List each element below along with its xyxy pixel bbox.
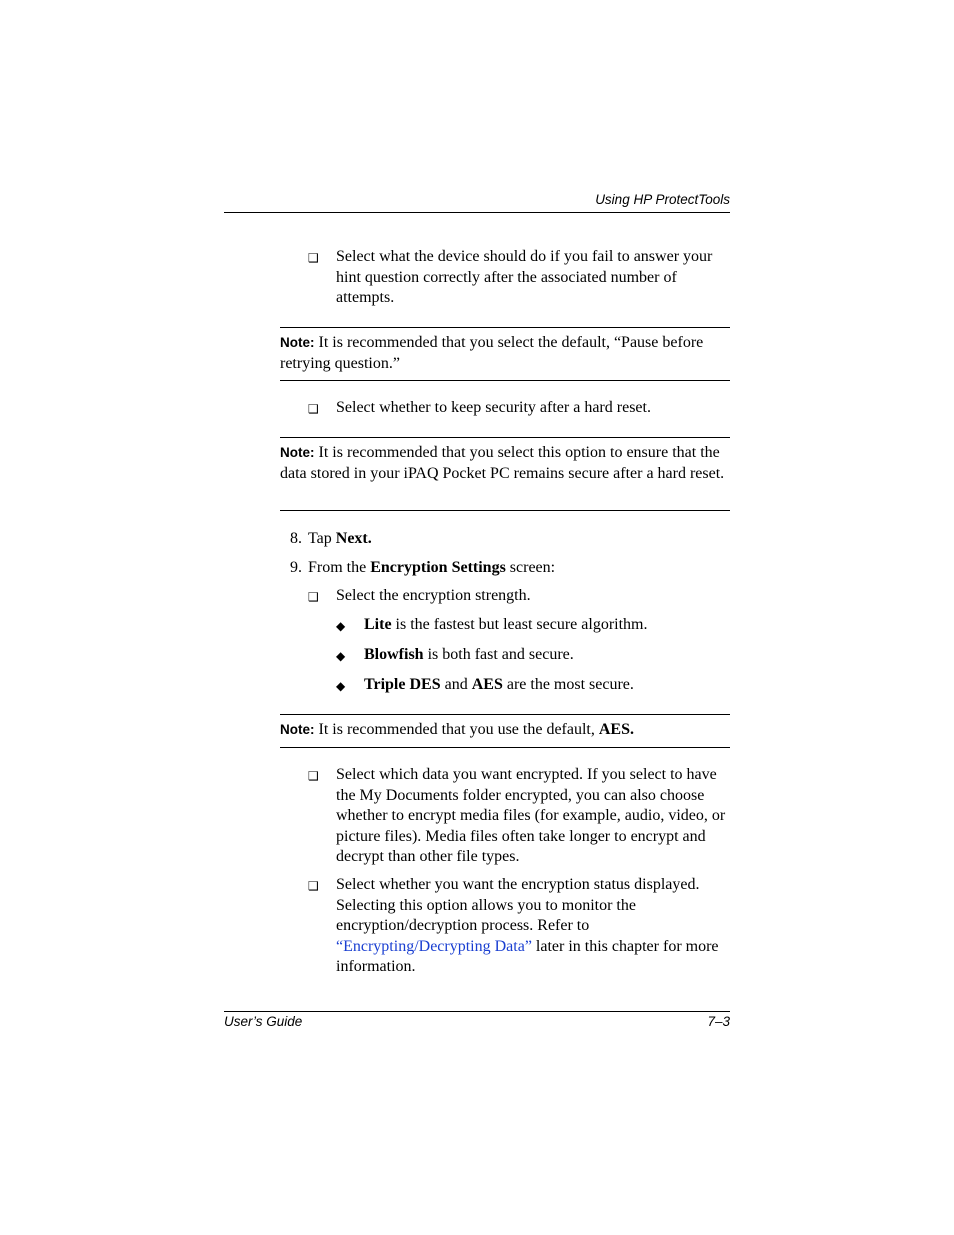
step-number: 8. bbox=[290, 530, 302, 547]
note-label: Note: bbox=[280, 722, 315, 737]
strength-lite: Lite is the fastest but least secure algorithm. bbox=[364, 616, 648, 633]
note-pause bbox=[280, 333, 730, 374]
checkbox-bullet-icon: ❑ bbox=[308, 879, 319, 893]
list-item: Select the encryption strength. bbox=[336, 587, 531, 604]
note-rule-bottom bbox=[280, 380, 730, 381]
list-item: Select whether to keep security after a hard reset. bbox=[336, 399, 651, 416]
note-label: Note: bbox=[280, 445, 315, 460]
list-item: Select which data you want encrypted. If you select to have the My Documents folder encrypted, you can also choose whether to encrypt media files (for example, audio, video, or picture files). Media files often take longer to encrypt and decrypt than other file types. bbox=[336, 766, 726, 865]
step-9: From the Encryption Settings screen: bbox=[308, 559, 556, 576]
checkbox-bullet-icon: ❑ bbox=[308, 251, 319, 265]
checkbox-bullet-icon: ❑ bbox=[308, 769, 319, 783]
checkbox-bullet-icon: ❑ bbox=[308, 590, 319, 604]
note-rule-top bbox=[280, 714, 730, 715]
note-hard-reset bbox=[280, 443, 730, 484]
strength-blowfish: Blowfish is both fast and secure. bbox=[364, 646, 574, 663]
strength-triple-des: Triple DES and AES are the most secure. bbox=[364, 676, 634, 693]
note-aes: Note: It is recommended that you use the default, AES. bbox=[280, 721, 634, 738]
note-text: It is recommended that you use the default, bbox=[314, 721, 599, 738]
checkbox-bullet-icon: ❑ bbox=[308, 402, 319, 416]
note-rule-bottom bbox=[280, 747, 730, 748]
note-rule-bottom bbox=[280, 510, 730, 511]
running-header: Using HP ProtectTools bbox=[595, 192, 730, 207]
footer-title: User’s Guide bbox=[224, 1014, 303, 1029]
list-item: Select what the device should do if you fail to answer your hint question correctly after the associated number of attempts. bbox=[336, 248, 713, 306]
step-number: 9. bbox=[290, 559, 302, 576]
page-number: 7–3 bbox=[707, 1014, 730, 1029]
step-8: Tap Next. bbox=[308, 530, 372, 547]
note-text: It is recommended that you select this option to ensure that the data stored in your iPAQ Pocket PC remains secure after a hard reset. bbox=[280, 444, 725, 482]
header-rule bbox=[224, 212, 730, 213]
note-rule-top bbox=[280, 437, 730, 438]
diamond-bullet-icon: ◆ bbox=[336, 619, 346, 633]
note-rule-top bbox=[280, 327, 730, 328]
note-text: It is recommended that you select the default, “Pause before retrying question.” bbox=[280, 334, 704, 372]
diamond-bullet-icon: ◆ bbox=[336, 649, 346, 663]
list-item: Select whether you want the encryption status displayed. Selecting this option allows you to monitor the encryption/decryption process. Refer to “Encrypting/Decrypting Data” later in this chapter for more information. bbox=[336, 876, 719, 975]
encrypting-decrypting-data-link[interactable]: “Encrypting/Decrypting Data” bbox=[336, 937, 532, 955]
diamond-bullet-icon: ◆ bbox=[336, 679, 346, 693]
note-label: Note: bbox=[280, 335, 315, 350]
